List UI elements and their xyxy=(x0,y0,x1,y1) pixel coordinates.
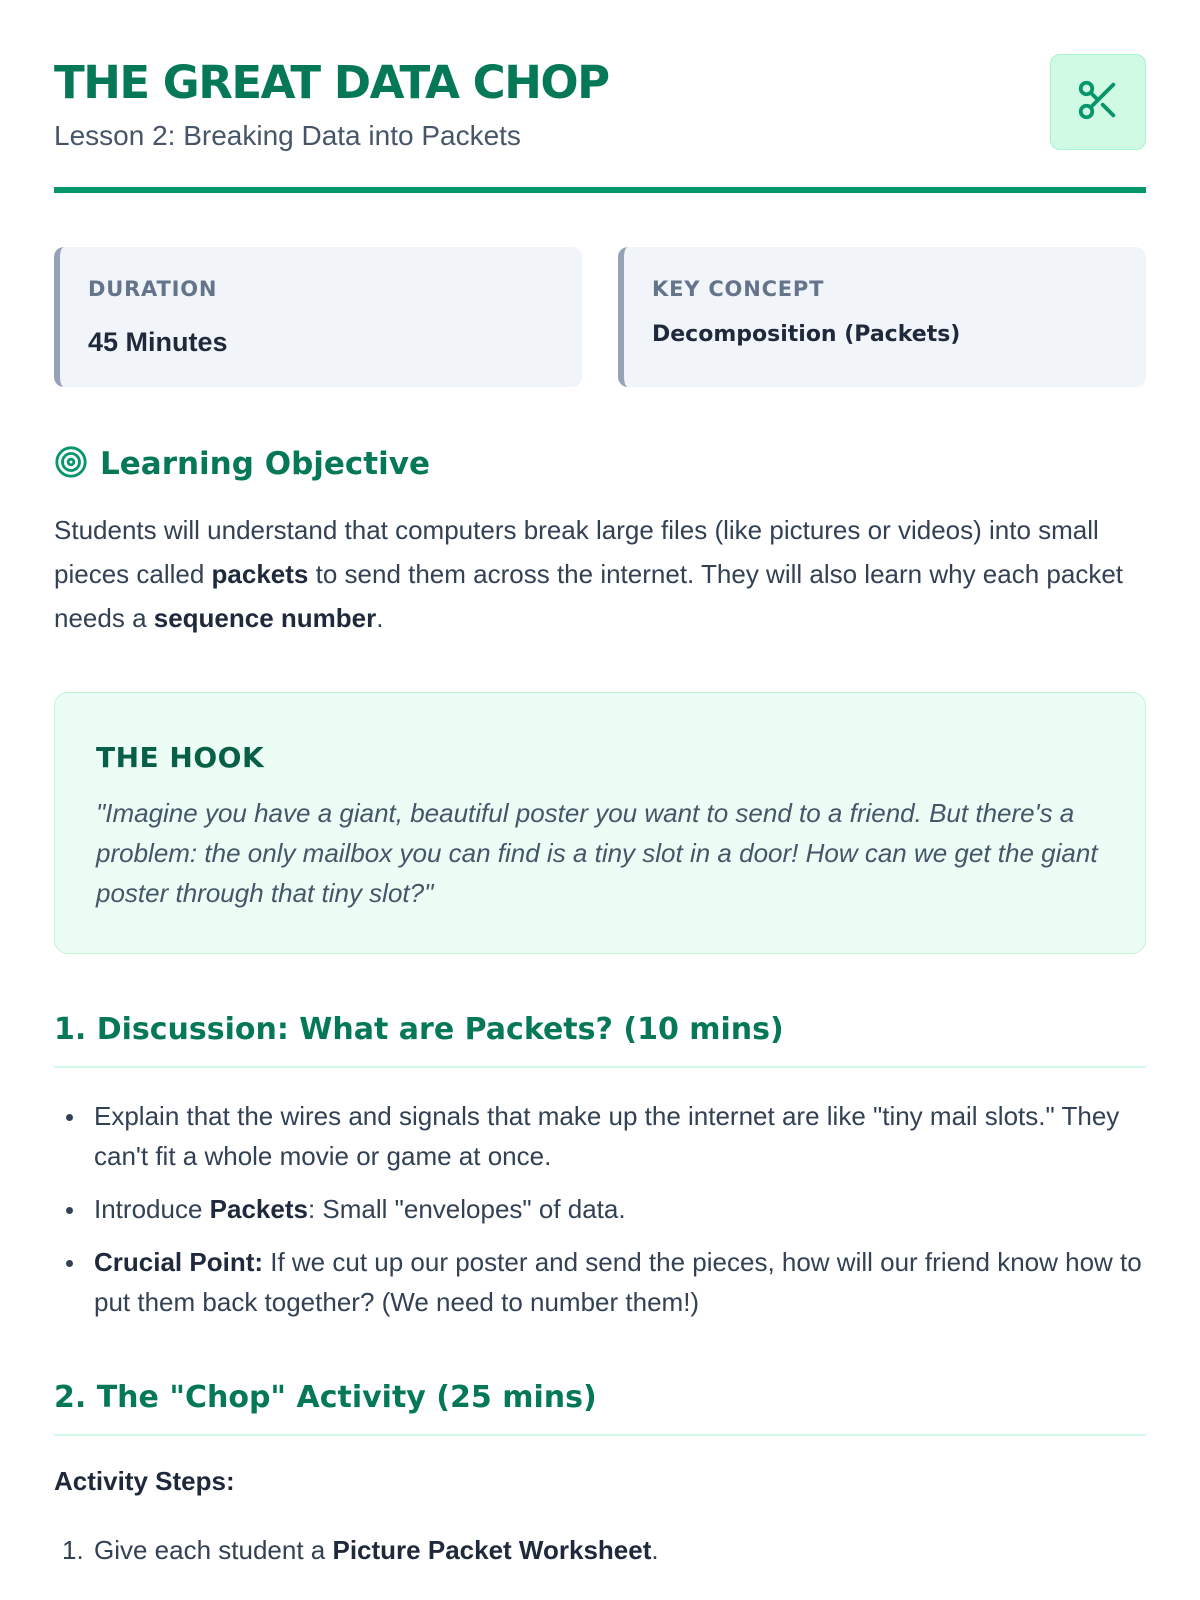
activity-steps-list xyxy=(54,1530,1146,1570)
list-item-text: If we cut up our poster and send the pieces, how will our friend know how to put them back together? (We need to number them!) xyxy=(94,1247,1142,1317)
page-subtitle: Lesson 2: Breaking Data into Packets xyxy=(54,120,521,151)
objective-text xyxy=(54,508,1146,640)
list-item-text: Give each student a xyxy=(94,1535,333,1565)
hook-callout xyxy=(54,692,1146,954)
header-badge xyxy=(1050,54,1146,150)
objective-term-sequence-number: sequence number xyxy=(153,603,377,633)
learning-objective-heading xyxy=(54,445,430,483)
duration-label: DURATION xyxy=(88,277,218,301)
list-item xyxy=(54,1530,1146,1570)
list-item xyxy=(54,1189,1146,1229)
objective-text-part: . xyxy=(376,603,384,633)
section-2-divider xyxy=(54,1434,1146,1436)
list-item-text: Introduce xyxy=(94,1194,210,1224)
key-concept-label: KEY CONCEPT xyxy=(652,277,825,301)
list-item-text: Explain that the wires and signals that make up the internet are like "tiny mail slots." They can't fit a whole movie or game at once. xyxy=(94,1101,1120,1171)
info-cards xyxy=(54,247,1146,387)
objective-text-part: Students will understand that computers break large files (like pictures or videos) into small pieces called xyxy=(54,515,1099,589)
section-1-divider xyxy=(54,1066,1146,1068)
target-icon xyxy=(54,445,88,483)
list-item-term: Packets xyxy=(209,1194,308,1224)
header-divider xyxy=(54,187,1146,193)
list-item-text: . xyxy=(651,1535,659,1565)
objective-term-packets: packets xyxy=(211,559,309,589)
hook-title: THE HOOK xyxy=(96,741,265,774)
objective-text-part: to send them across the internet. They will also learn why each packet needs a xyxy=(54,559,1123,633)
header xyxy=(54,0,1146,194)
discussion-list xyxy=(54,1096,1146,1335)
list-item-term: Crucial Point: xyxy=(94,1247,264,1277)
list-item xyxy=(54,1242,1146,1322)
duration-value: 45 Minutes xyxy=(88,327,228,357)
key-concept-value: Decomposition (Packets) xyxy=(652,322,961,347)
hook-quote: "Imagine you have a giant, beautiful poster you want to send to a friend. But there's a problem: the only mailbox you can find is a tiny slot in a door! How can we get the giant poster through that tiny slot?" xyxy=(96,798,1098,908)
list-item xyxy=(54,1096,1146,1176)
section-2-heading: 2. The "Chop" Activity (25 mins) xyxy=(54,1380,597,1415)
scissors-icon xyxy=(1075,77,1121,127)
list-item-term: Picture Packet Worksheet xyxy=(332,1535,652,1565)
duration-card xyxy=(54,247,582,387)
step-number: 1. xyxy=(62,1535,84,1565)
key-concept-card xyxy=(618,247,1146,387)
list-item-text: : Small "envelopes" of data. xyxy=(307,1194,626,1224)
section-title: Learning Objective xyxy=(100,446,430,482)
activity-steps-label: Activity Steps: xyxy=(54,1466,235,1496)
page-title: THE GREAT DATA CHOP xyxy=(54,56,609,109)
section-1-heading: 1. Discussion: What are Packets? (10 mins) xyxy=(54,1012,784,1047)
